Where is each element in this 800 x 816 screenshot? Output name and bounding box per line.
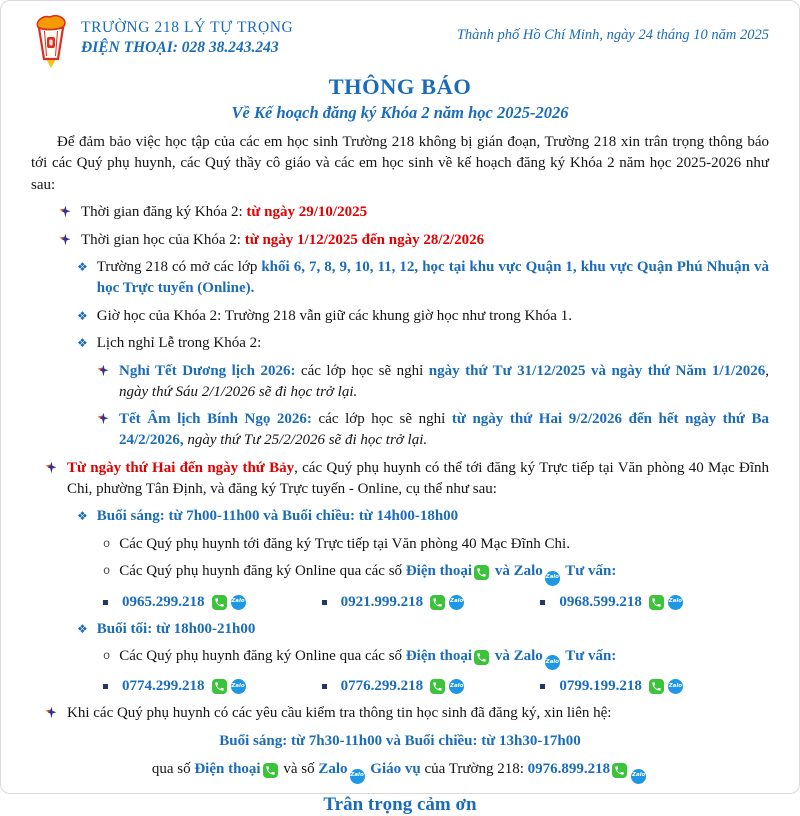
diamond-bullet-icon: ❖ <box>77 621 88 636</box>
list-item-text: Lịch nghỉ Lễ trong Khóa 2: <box>96 335 262 352</box>
page-title: THÔNG BÁO <box>328 74 472 99</box>
school-identity <box>31 13 293 74</box>
list-item-text <box>119 561 769 585</box>
phone-number-row-evening <box>103 678 759 695</box>
plain-text: các lớp học sẽ nghỉ <box>318 411 452 428</box>
phone-icon <box>649 679 664 694</box>
holiday-label: Tết Âm lịch Bính Ngọ 2026: <box>119 411 319 428</box>
list-item-check-info <box>45 703 769 724</box>
consult-label: Tư vấn: <box>561 648 617 665</box>
zalo-label: và Zalo <box>491 563 543 580</box>
phone-icon <box>474 565 489 580</box>
zalo-label: và Zalo <box>491 648 543 665</box>
zalo-icon: Zalo <box>449 679 464 694</box>
consult-label: Tư vấn: <box>561 563 617 580</box>
phone-group <box>540 594 759 611</box>
highlight-text: khối 6, 7, 8, 9, 10, 11, 12, học tại khu vực Quận 1, khu vực Quận Phú Nhuận và học Trực tuyến (Online). <box>96 259 769 297</box>
list-item-study-time <box>59 230 769 251</box>
square-bullet-icon <box>540 684 545 689</box>
phone-icon <box>612 763 627 778</box>
plain-text: qua số <box>151 761 195 778</box>
plain-text: Các Quý phụ huynh đăng ký Online qua các số <box>119 648 406 665</box>
square-bullet-icon <box>322 600 327 605</box>
school-text-block <box>81 19 293 57</box>
zalo-icon: Zalo <box>668 679 683 694</box>
list-item-text <box>97 257 769 299</box>
zalo-icon: Zalo <box>545 571 560 586</box>
list-item-hours <box>77 306 769 327</box>
school-logo-icon <box>31 15 71 74</box>
zalo-icon: Zalo <box>231 679 246 694</box>
list-item-text <box>119 361 769 403</box>
plain-text: các lớp học sẽ nghỉ <box>300 362 429 379</box>
list-item-text <box>81 202 769 223</box>
zalo-icon: Zalo <box>231 595 246 610</box>
dart-bullet-icon <box>59 205 72 223</box>
hours-text: Buổi tối: từ 18h00-21h00 <box>96 620 256 637</box>
phone-group <box>540 678 759 695</box>
phone-group <box>322 678 541 695</box>
highlight-date: từ ngày 1/12/2025 đến ngày 28/2/2026 <box>244 231 485 248</box>
highlight-dates: từ ngày thứ Hai 9/2/2026 đến hết ngày thứ Ba 24/2/2026, <box>119 411 769 449</box>
list-item-text: Giờ học của Khóa 2: Trường 218 vẫn giữ các khung giờ học như trong Khóa 1. <box>96 307 572 324</box>
phone-number-row-day <box>103 594 759 611</box>
closing-line: Trân trọng cảm ơn <box>323 793 477 815</box>
office-hours-line: Buổi sáng: từ 7h30-11h00 và Buổi chiều: từ 13h30-17h00 <box>219 733 581 750</box>
list-item-online-registration <box>103 561 769 585</box>
phone-label: Điện thoại <box>405 648 473 665</box>
plain-text: và số <box>279 761 319 778</box>
phone-number: 0921.999.218 <box>340 593 424 610</box>
date-line: Thành phố Hồ Chí Minh, ngày 24 tháng 10 năm 2025 <box>456 27 769 43</box>
phone-number: 0799.199.218 <box>559 678 642 695</box>
phone-label: Điện thoại <box>405 563 473 580</box>
zalo-label: Zalo <box>318 761 348 778</box>
label-text: Trường 218 có mở các lớp <box>96 259 262 276</box>
phone-icon <box>263 763 278 778</box>
dart-bullet-icon <box>97 412 110 430</box>
list-item-online-registration-evening <box>103 646 769 670</box>
list-item-holiday-schedule <box>77 333 769 354</box>
zalo-icon: Zalo <box>668 595 683 610</box>
list-item-text <box>119 646 769 670</box>
document-header <box>31 13 769 71</box>
phone-icon <box>212 595 227 610</box>
highlight-dates: ngày thứ Tư 31/12/2025 và ngày thứ Năm 1/1/2026 <box>428 362 766 379</box>
dart-bullet-icon <box>45 461 58 479</box>
zalo-icon: Zalo <box>545 655 560 670</box>
list-item-text <box>119 409 769 451</box>
phone-group <box>103 594 322 611</box>
phone-icon <box>430 595 445 610</box>
zalo-icon: Zalo <box>631 769 646 784</box>
separator-text: , <box>765 362 769 379</box>
list-item-newyear-holiday <box>97 361 769 403</box>
phone-label: Điện thoại <box>194 761 261 778</box>
list-item-walkin-registration <box>45 458 769 500</box>
square-bullet-icon <box>103 600 108 605</box>
phone-number: 0968.599.218 <box>559 593 642 610</box>
square-bullet-icon <box>540 600 545 605</box>
highlight-days: Từ ngày thứ Hai đến ngày thứ Bảy <box>67 459 295 476</box>
zalo-icon: Zalo <box>350 769 365 784</box>
square-bullet-icon <box>322 684 327 689</box>
list-item-lunar-holiday <box>97 409 769 451</box>
list-item-registration-time <box>59 202 769 223</box>
phone-number: 0976.899.218 <box>527 761 611 778</box>
list-item-text: Khi các Quý phụ huynh có các yêu cầu kiểm tra thông tin học sinh đã đăng ký, xin liên hệ: <box>67 705 612 722</box>
diamond-bullet-icon: ❖ <box>77 308 88 323</box>
circle-bullet-icon: o <box>103 649 111 664</box>
phone-icon <box>649 595 664 610</box>
department-label: Giáo vụ <box>370 761 421 778</box>
zalo-icon: Zalo <box>449 595 464 610</box>
diamond-bullet-icon: ❖ <box>77 509 88 524</box>
square-bullet-icon <box>103 684 108 689</box>
list-item-morning-hours <box>77 506 769 527</box>
return-date-text: ngày thứ Sáu 2/1/2026 sẽ đi học trở lại. <box>119 383 358 400</box>
circle-bullet-icon: o <box>103 564 111 579</box>
phone-icon <box>474 650 489 665</box>
phone-icon <box>212 679 227 694</box>
phone-icon <box>430 679 445 694</box>
list-item-classes <box>77 257 769 299</box>
list-item-text <box>81 230 769 251</box>
label-text: Thời gian học của Khóa 2: <box>81 231 245 248</box>
label-text: Thời gian đăng ký Khóa 2: <box>81 204 247 221</box>
list-item-text: Các Quý phụ huynh tới đăng ký Trực tiếp tại Văn phòng 40 Mạc Đĩnh Chi. <box>119 535 570 552</box>
dart-bullet-icon <box>97 364 110 382</box>
phone-group <box>103 678 322 695</box>
highlight-date: từ ngày 29/10/2025 <box>246 204 368 221</box>
phone-number: 0965.299.218 <box>122 593 205 610</box>
school-phone-line: ĐIỆN THOẠI: 028 38.243.243 <box>81 39 279 56</box>
school-name: TRƯỜNG 218 LÝ TỰ TRỌNG <box>81 19 294 36</box>
plain-text: , các Quý phụ huynh có thể tới đăng ký Trực tiếp tại Văn phòng 40 Mạc Đĩnh Chi, phường Tân Định, và đăng ký Trực tuyến - Online, cụ thể như sau: <box>67 459 769 497</box>
holiday-label: Nghỉ Tết Dương lịch 2026: <box>119 362 301 379</box>
list-item-text <box>67 458 769 500</box>
page-subtitle: Về Kế hoạch đăng ký Khóa 2 năm học 2025-2026 <box>231 103 569 122</box>
contact-line <box>31 759 769 783</box>
list-item-direct-registration <box>103 534 769 555</box>
hours-text: Buổi sáng: từ 7h00-11h00 và Buổi chiều: từ 14h00-18h00 <box>96 508 459 525</box>
diamond-bullet-icon: ❖ <box>77 336 88 351</box>
diamond-bullet-icon: ❖ <box>77 260 88 275</box>
return-date-text: ngày thứ Tư 25/2/2026 sẽ đi học trở lại. <box>187 432 428 449</box>
circle-bullet-icon: o <box>103 536 111 551</box>
dart-bullet-icon <box>45 706 58 724</box>
plain-text: của Trường 218: <box>420 761 528 778</box>
dart-bullet-icon <box>59 233 72 251</box>
list-item-evening-hours <box>77 619 769 640</box>
intro-paragraph: Để đảm bảo việc học tập của các em học sinh Trường 218 không bị gián đoạn, Trường 218 xin trân trọng thông báo tới các Quý phụ huynh, các Quý thầy cô giáo và các em học sinh về kế hoạch đăng ký Khóa 2 năm học 2025-2026 như sau: <box>31 134 769 193</box>
phone-group <box>322 594 541 611</box>
phone-number: 0774.299.218 <box>122 678 205 695</box>
plain-text: Các Quý phụ huynh đăng ký Online qua các số <box>119 563 406 580</box>
phone-number: 0776.299.218 <box>340 678 424 695</box>
